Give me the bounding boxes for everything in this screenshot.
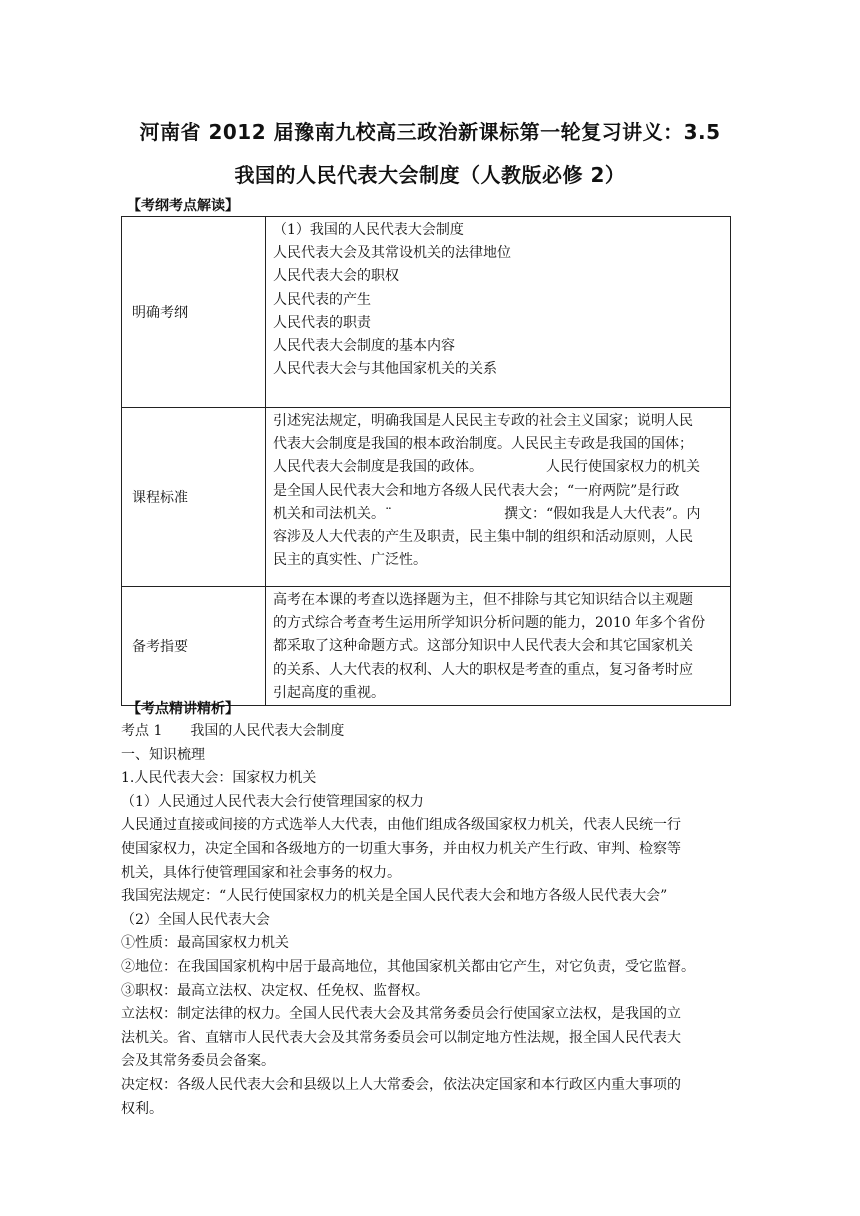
body-line: 我国宪法规定：“人民行使国家权力的机关是全国人民代表大会和地方各级人民代表大会” xyxy=(121,888,668,905)
kaodian-heading xyxy=(121,720,741,744)
content-line: 是全国人民代表大会和地方各级人民代表大会；“一府两院”是行政 xyxy=(273,482,680,499)
content-line: 人民代表的职责 xyxy=(273,314,371,331)
content-line: 高考在本课的考查以选择题为主，但不排除与其它知识结合以主观题 xyxy=(273,592,693,608)
row-label: 备考指要 xyxy=(122,587,266,706)
content-line: 引述宪法规定，明确我国是人民民主专政的社会主义国家；说明人民 xyxy=(273,413,693,429)
content-line: 都采取了这种命题方式。这部分知识中人民代表大会和其它国家机关 xyxy=(273,638,693,655)
table-row xyxy=(122,587,731,706)
body-line: 立法权：制定法律的权力。全国人民代表大会及其常务委员会行使国家立法权，是我国的立 xyxy=(121,1006,681,1023)
body-line: ③职权：最高立法权、决定权、任免权、监督权。 xyxy=(121,982,429,999)
content-line: 人民代表大会及其常设机关的法律地位 xyxy=(273,245,511,262)
body-line: ①性质：最高国家权力机关 xyxy=(121,935,289,952)
body-text xyxy=(121,720,741,1121)
content-line: 人民代表大会与其他国家机关的关系 xyxy=(273,361,497,378)
document-title-line2: 我国的人民代表大会制度（人教版必修 2） xyxy=(234,163,626,187)
document-title-line1: 河南省 2012 届豫南九校高三政治新课标第一轮复习讲义：3.5 xyxy=(139,120,721,144)
body-line: （2）全国人民代表大会 xyxy=(121,911,270,928)
row-content xyxy=(266,217,731,408)
section-heading-exam-outline: 【考纲考点解读】 xyxy=(127,198,239,214)
content-line: 人民代表大会制度是我国的政体。 人民行使国家权力的机关 xyxy=(273,459,700,476)
body-line: 权利。 xyxy=(121,1100,163,1117)
body-line: （1）人民通过人民代表大会行使管理国家的权力 xyxy=(121,793,424,810)
content-line: 的方式综合考查考生运用所学知识分析问题的能力，2010 年多个省份 xyxy=(273,615,706,632)
row-label: 明确考纲 xyxy=(122,217,266,408)
content-line: 引起高度的重视。 xyxy=(273,684,385,701)
table-row xyxy=(122,217,731,408)
row-content xyxy=(266,587,731,706)
content-line: 容涉及人大代表的产生及职责，民主集中制的组织和活动原则，人民 xyxy=(273,529,693,546)
body-line: 使国家权力，决定全国和各级地方的一切重大事务，并由权力机关产生行政、审判、检察等 xyxy=(121,840,681,857)
kaodian-label: 考点 1 xyxy=(121,723,163,739)
body-line: 1.人民代表大会：国家权力机关 xyxy=(121,770,317,787)
section-heading-key-points: 【考点精讲精析】 xyxy=(127,701,239,717)
content-line: 民主的真实性、广泛性。 xyxy=(273,552,427,569)
body-line: 会及其常务委员会备案。 xyxy=(121,1053,275,1070)
content-line: 的关系、人大代表的权利、人大的职权是考查的重点，复习备考时应 xyxy=(273,661,693,678)
row-content xyxy=(266,408,731,587)
content-line: 人民代表大会制度的基本内容 xyxy=(273,338,455,355)
body-line: 法机关。省、直辖市人民代表大会及其常务委员会可以制定地方性法规，报全国人民代表大 xyxy=(121,1029,681,1046)
content-line: 人民代表大会的职权 xyxy=(273,268,399,285)
body-line: 决定权：各级人民代表大会和县级以上人大常委会，依法决定国家和本行政区内重大事项的 xyxy=(121,1076,681,1093)
kaodian-title: 我国的人民代表大会制度 xyxy=(190,723,345,739)
content-line: 人民代表的产生 xyxy=(273,291,371,308)
content-line: 代表大会制度是我国的根本政治制度。人民民主专政是我国的国体； xyxy=(273,436,693,453)
exam-outline-table xyxy=(121,216,731,706)
content-line: 机关和司法机关。¨ 撰文：“假如我是人大代表”。内 xyxy=(273,505,701,522)
body-line: 一、知识梳理 xyxy=(121,746,205,763)
table-row xyxy=(122,408,731,587)
content-line: （1）我国的人民代表大会制度 xyxy=(273,222,464,238)
body-line: 机关，具体行使管理国家和社会事务的权力。 xyxy=(121,864,401,881)
row-label: 课程标准 xyxy=(122,408,266,587)
body-line: 人民通过直接或间接的方式选举人大代表，由他们组成各级国家权力机关，代表人民统一行 xyxy=(121,817,681,834)
body-line: ②地位：在我国国家机构中居于最高地位，其他国家机关都由它产生，对它负责，受它监督。 xyxy=(121,958,695,975)
